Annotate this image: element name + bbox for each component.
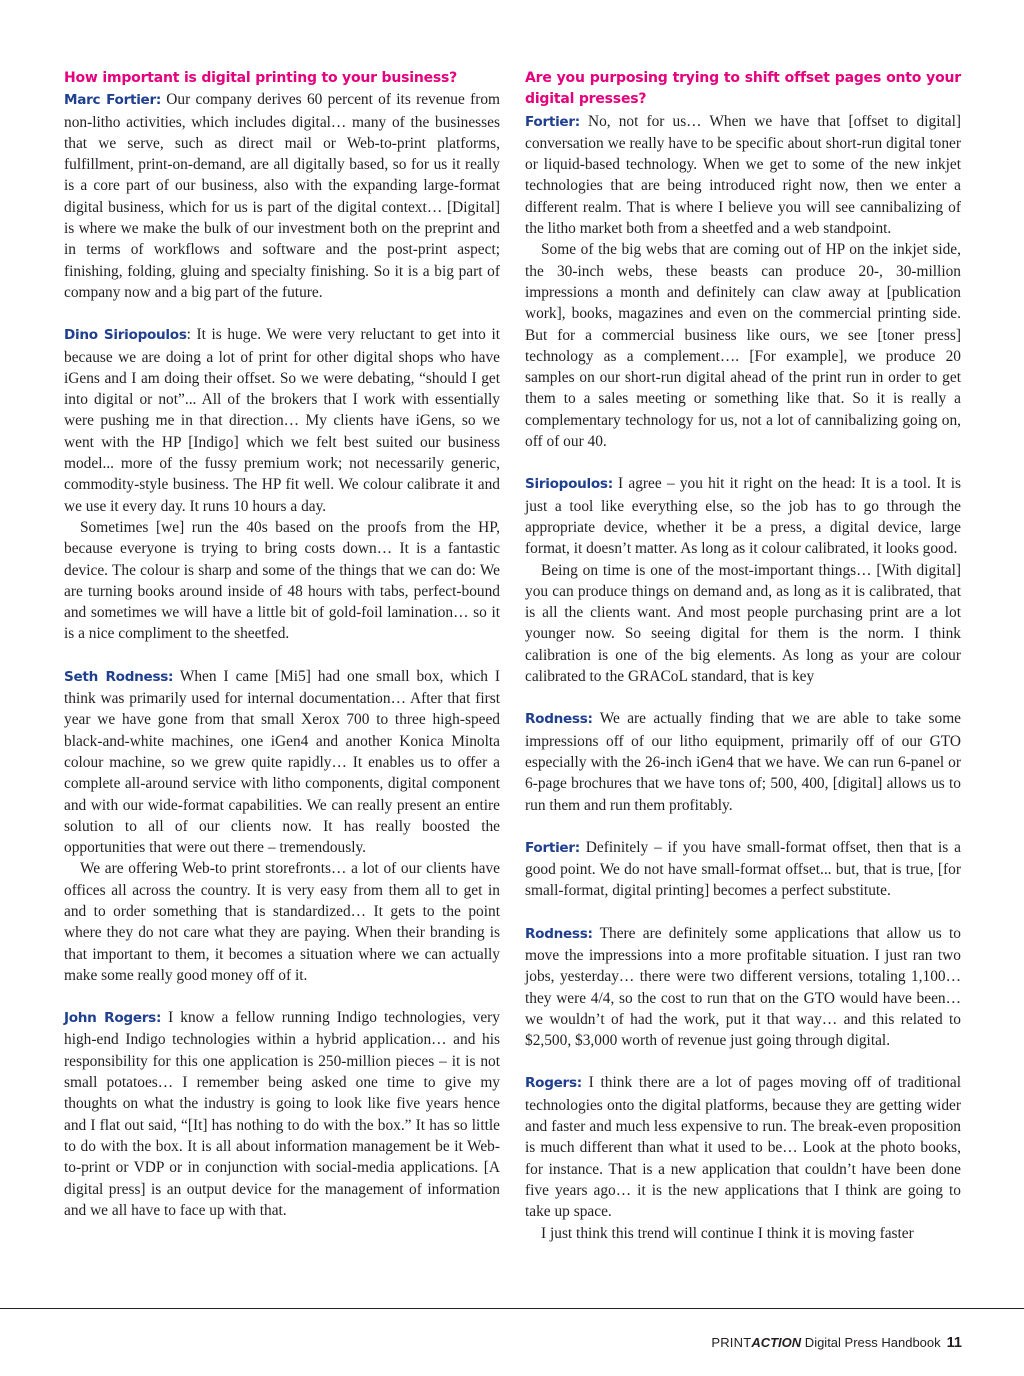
answer-paragraph [64,89,500,303]
speaker-name: Rodness: [525,711,593,728]
answer-text: There are definitely some applications that allow us to move the impressions into a more profitable situation. I just ran two jobs, yesterday… there were two different versions, totaling 1,100… they were 4/4, so the cost to run that on the GTO would have been… we wouldn’t of had the work, put it that way… and this related to $2,500, $3,000 worth of revenue just going through digital. [525,924,961,1050]
speaker-name: Rogers: [525,1075,582,1092]
right-column [525,68,961,1244]
answer-paragraph [64,324,500,517]
answer-paragraph [525,923,961,1052]
answer-text: I think there are a lot of pages moving off of traditional technologies onto the digital platforms, because they are getting wider and faster and much less expensive to run. The break-even proposition is much different than what it used to be… Look at the photo books, for instance. That is a new application that couldn’t have been done five years ago… it is the new applications that I think are going to take up space. [525,1074,961,1221]
footer-rule [0,1308,1024,1309]
answer-paragraph [64,1007,500,1221]
speaker-name: Rodness: [525,925,593,942]
answer-text: I agree – you hit it right on the head: It is a tool. It is just a tool like everything else, so the job has to go through the appropriate device, whether it be a press, a digital device, large format, it doesn’t matter. As long as it colour calibrated, it looks good. [525,475,961,558]
answer-paragraph [525,708,961,815]
question-heading: Are you purposing trying to shift offset pages onto your digital presses? [525,70,961,108]
speaker-name: Fortier: [525,113,580,130]
speaker-name: Marc Fortier: [64,92,162,109]
answer-text: When I came [Mi5] had one small box, which I think was primarily used for internal documentation… After that first year we have gone from that small Xerox 700 to three high-speed black-and-white machines, one iGen4 and another Konica Minolta colour machine, so we grew quite rapidly… It enables us to offer a complete all-around service with litho components, digital component and with our wide-format capabilities. We can really present an entire solution to all of our clients now. It has really boosted the opportunities that were out there – tremendously. [64,667,500,857]
speaker-name: John Rogers: [64,1010,162,1027]
answer-text: Definitely – if you have small-format offset, then that is a good point. We do not have small-format offset... but, that is true, [for small-format, digital printing] becomes a perfect substitute. [525,838,961,900]
answer-text: : It is huge. We were very reluctant to get into it because we are doing a lot of print for other digital shops who have iGens and I am doing their offset. So we were debating, “should I get into digital or not”... All of the brokers that I work with essentially were pushing me in that direction… My clients have iGens, so we went with the HP [Indigo] which we felt best suited our business model... more of the fussy premium work; not necessarily generic, commodity-style business. The HP fit well. We colour calibrate it and we use it every day. It runs 10 hours a day. [64,326,500,515]
answer-paragraph [525,837,961,902]
answer-text: No, not for us… When we have that [offset to digital] conversation we really have to be specific about short-run digital toner or liquid-based technology. When we get to some of the new inkjet technologies that are being introduced right now, then we enter a different realm. That is where I believe you will see cannibalizing of the litho market both from a sheetfed and a web standpoint. [525,112,961,238]
brand-print-text: PRINT [711,1335,752,1350]
brand-action-text: ACTION [751,1335,802,1350]
speaker-name: Siriopoulos: [525,476,613,493]
page-number: 11 [946,1335,962,1351]
answer-continuation: Some of the big webs that are coming out of HP on the inkjet side, the 30-inch webs, these beasts can produce 20-, 30-million impressions a month and definitely can claw away at [publication work], books, magazines and even on the commercial printing side. But for a commercial business like ours, we see [toner press] technology as a complement…. [For example], we produce 20 samples on our short-run digital ahead of the print run in order to get them to a sales meeting or something like that. So it is really a complementary technology for us, not a lot of cannibalizing going on, off of our 40. [525,241,961,451]
question-heading: How important is digital printing to your business? [64,70,458,86]
speaker-name: Seth Rodness: [64,668,174,685]
answer-continuation: I just think this trend will continue I think it is moving faster [541,1224,914,1242]
answer-paragraph [525,1072,961,1222]
page-footer [711,1335,962,1351]
answer-text: Our company derives 60 percent of its revenue from non-litho activities, which includes digital… many of the businesses that we serve, such as direct mail or Web-to-print platforms, fulfillment, print-on-demand, are all digitally based, so for us it really is a core part of our business, also with the expanding large-format digital business, which for us is part of the digital context… [Digital] is where we make the bulk of our investment both on the preprint and in terms of workflows and software and the post-print aspect; finishing, folding, gluing and specialty finishing. So it is a big part of company now and a big part of the future. [64,91,500,301]
answer-text: We are actually finding that we are able to take some impressions off of our litho equipment, primarily off of our GTO especially with the 26-inch iGen4 that we have. We can run 6-panel or 6-page brochures that we have tons of; 500, 400, [digital] allows us to run them and run them profitably. [525,710,961,814]
speaker-name: Dino Siriopoulos [64,327,187,344]
answer-continuation: Sometimes [we] run the 40s based on the proofs from the HP, because everyone is trying to bring costs down… It is a fantastic device. The colour is sharp and some of the things that we can do: We are turning books around inside of 48 hours with tabs, perfect-bound and sometimes we will have a little bit of gold-foil lamination… so it is a nice compliment to the sheetfed. [64,518,500,643]
answer-paragraph [525,111,961,240]
answer-continuation: We are offering Web-to print storefronts… a lot of our clients have offices all across the country. It is very easy from them all to get in and to order something that is standardized… It gets to the point where they do not care what they are paying. When their branding is that important to them, it becomes a situation where we can actually make some really good money off of it. [64,860,500,984]
answer-continuation: Being on time is one of the most-important things… [With digital] you can produce things on demand and, as long as it is calibrated, that is all the clients want. And most people purchasing print are a lot younger now. So seeing digital for them is the norm. I think calibration is one of the big elements. As long as your are colour calibrated to the GRACoL standard, that is key [525,561,961,686]
answer-text: I know a fellow running Indigo technologies, very high-end Indigo technologies within a hybrid application… and his responsibility for this one application is 250-million pieces – it is not small potatoes… I remember being asked one time to give my thoughts on what the industry is going to look like five years hence and I flat out said, “[It] has nothing to do with the box.” It has so little to do with the box. It is all about information management be it Web-to-print or VDP or in conjunction with social-media applications. [A digital press] is an output device for the management of information and we all have to face up with that. [64,1009,500,1219]
answer-paragraph [525,473,961,559]
speaker-name: Fortier: [525,839,580,856]
publication-name: Digital Press Handbook [801,1335,941,1350]
answer-paragraph [64,666,500,859]
left-column [64,68,500,1221]
